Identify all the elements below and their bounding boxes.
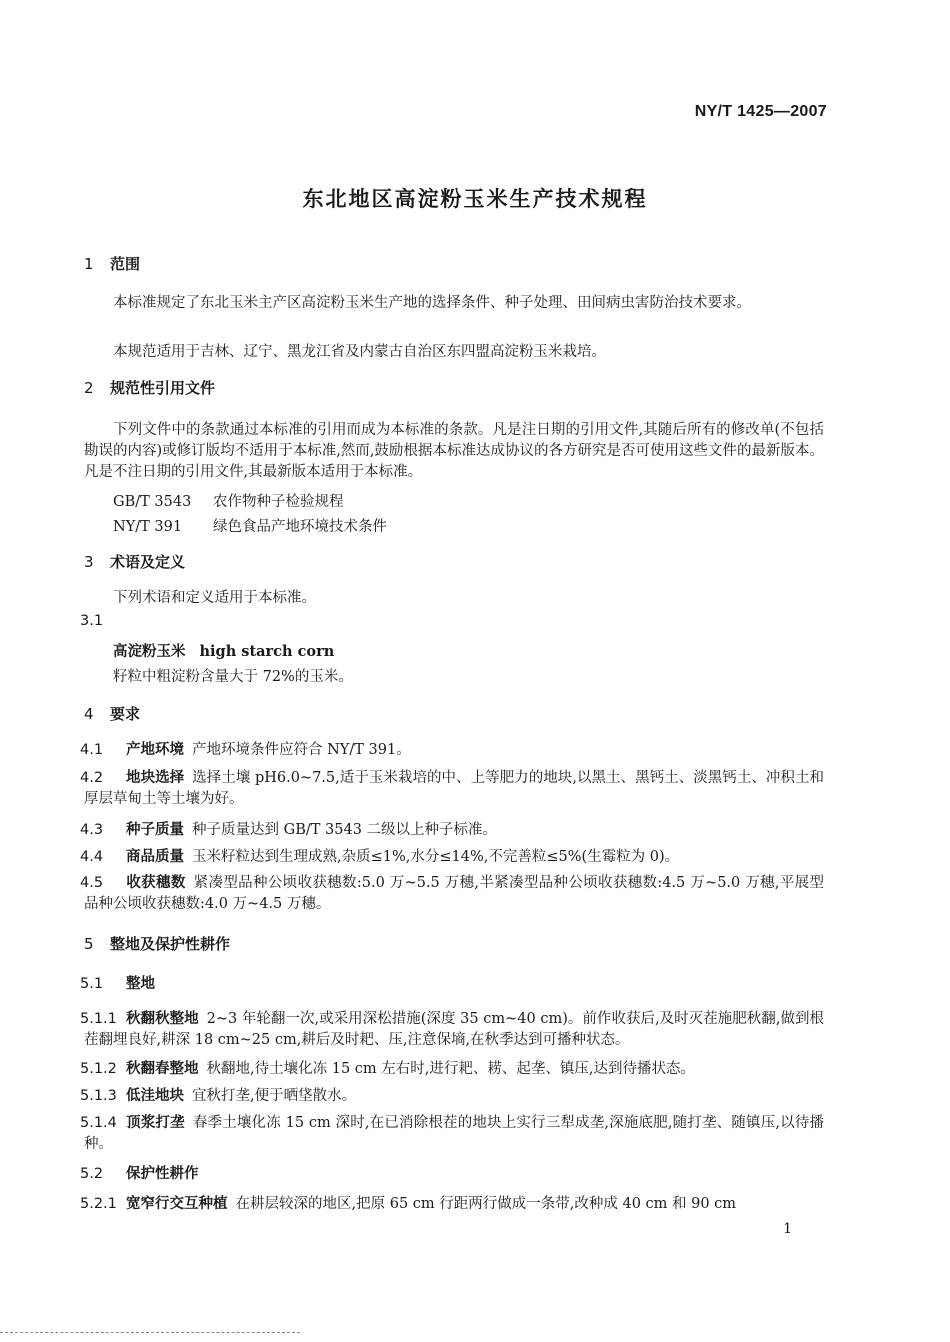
clause-4-3: 4.3 种子质量 种子质量达到 GB/T 3543 二级以上种子标准。 (80, 822, 498, 838)
section-1-paragraph-1: 本标准规定了东北玉米主产区高淀粉玉米生产地的选择条件、种子处理、田间病虫害防治技术要求。 (113, 295, 751, 311)
clause-4-2: 4.2 地块选择 选择土壤 pH6.0~7.5,适于玉米栽培的中、上等肥力的地块,以黑土、黑钙土、淡黑钙土、冲积土和厚层草甸土等土壤为好。 (80, 770, 824, 807)
reference-item: GB/T 3543 农作物种子检验规程 (113, 494, 344, 510)
subsection-5-1-heading: 5.1 整地 (80, 976, 155, 992)
term-english: high starch corn (199, 643, 335, 660)
section-2-heading: 2 规范性引用文件 (84, 379, 216, 397)
document-title: 东北地区高淀粉玉米生产技术规程 (302, 187, 648, 211)
clause-5-1-1: 5.1.1 秋翻秋整地 2~3 年轮翻一次,或采用深松措施(深度 35 cm~40 cm)。前作收获后,及时灭茬施肥秋翻,做到根茬翻埋良好,耕深 18 cm~25 cm,耕后及时耙、压,注意保墒,在秋季达到可播种状态。 (80, 1011, 825, 1048)
clause-4-4: 4.4 商品质量 玉米籽粒达到生理成熟,杂质≤1%,水分≤14%,不完善粒≤5%(生霉粒为 0)。 (80, 849, 680, 865)
clause-5-2-1: 5.2.1 宽窄行交互种植 在耕层较深的地区,把原 65 cm 行距两行做成一条带,改种成 40 cm 和 90 cm (80, 1196, 737, 1212)
bottom-divider (0, 1332, 300, 1334)
term-chinese: 高淀粉玉米 (113, 644, 186, 660)
section-5-heading: 5 整地及保护性耕作 (84, 935, 231, 953)
section-1-paragraph-2: 本规范适用于吉林、辽宁、黑龙江省及内蒙古自治区东四盟高淀粉玉米栽培。 (113, 344, 606, 360)
page-number: 1 (783, 1221, 792, 1237)
clause-5-1-2: 5.1.2 秋翻春整地 秋翻地,待土壤化冻 15 cm 左右时,进行耙、耢、起垄、镇压,达到待播状态。 (80, 1061, 695, 1077)
section-2-paragraph: 下列文件中的条款通过本标准的引用而成为本标准的条款。凡是注日期的引用文件,其随后所有的修改单(不包括勘误的内容)或修订版均不适用于本标准,然而,鼓励根据本标准达成协议的各方研究是否可使用这些文件的最新版本。凡是不注日期的引用文件,其最新版本适用于本标准。 (84, 422, 824, 480)
subsection-3-1-number: 3.1 (80, 613, 104, 629)
section-4-heading: 4 要求 (84, 705, 141, 723)
clause-5-1-4: 5.1.4 顶浆打垄 春季土壤化冻 15 cm 深时,在已消除根茬的地块上实行三犁成垄,深施底肥,随打垄、随镇压,以待播种。 (80, 1115, 824, 1152)
term-entry (113, 640, 334, 661)
section-1-heading: 1 范围 (84, 255, 141, 273)
standard-code: NY/T 1425—2007 (694, 103, 827, 120)
clause-4-5: 4.5 收获穗数 紧凑型品种公顷收获穗数:5.0 万~5.5 万穗,半紧凑型品种公顷收获穗数:4.5 万~5.0 万穗,平展型品种公顷收获穗数:4.0 万~4.5 万穗。 (80, 875, 824, 912)
section-3-paragraph: 下列术语和定义适用于本标准。 (113, 590, 316, 606)
clause-4-1: 4.1 产地环境 产地环境条件应符合 NY/T 391。 (80, 742, 411, 758)
subsection-5-2-heading: 5.2 保护性耕作 (80, 1166, 199, 1182)
section-3-heading: 3 术语及定义 (84, 553, 186, 571)
reference-item: NY/T 391 绿色食品产地环境技术条件 (113, 519, 387, 535)
term-definition: 籽粒中粗淀粉含量大于 72%的玉米。 (113, 669, 353, 685)
clause-5-1-3: 5.1.3 低洼地块 宜秋打垄,便于晒垡散水。 (80, 1088, 357, 1104)
